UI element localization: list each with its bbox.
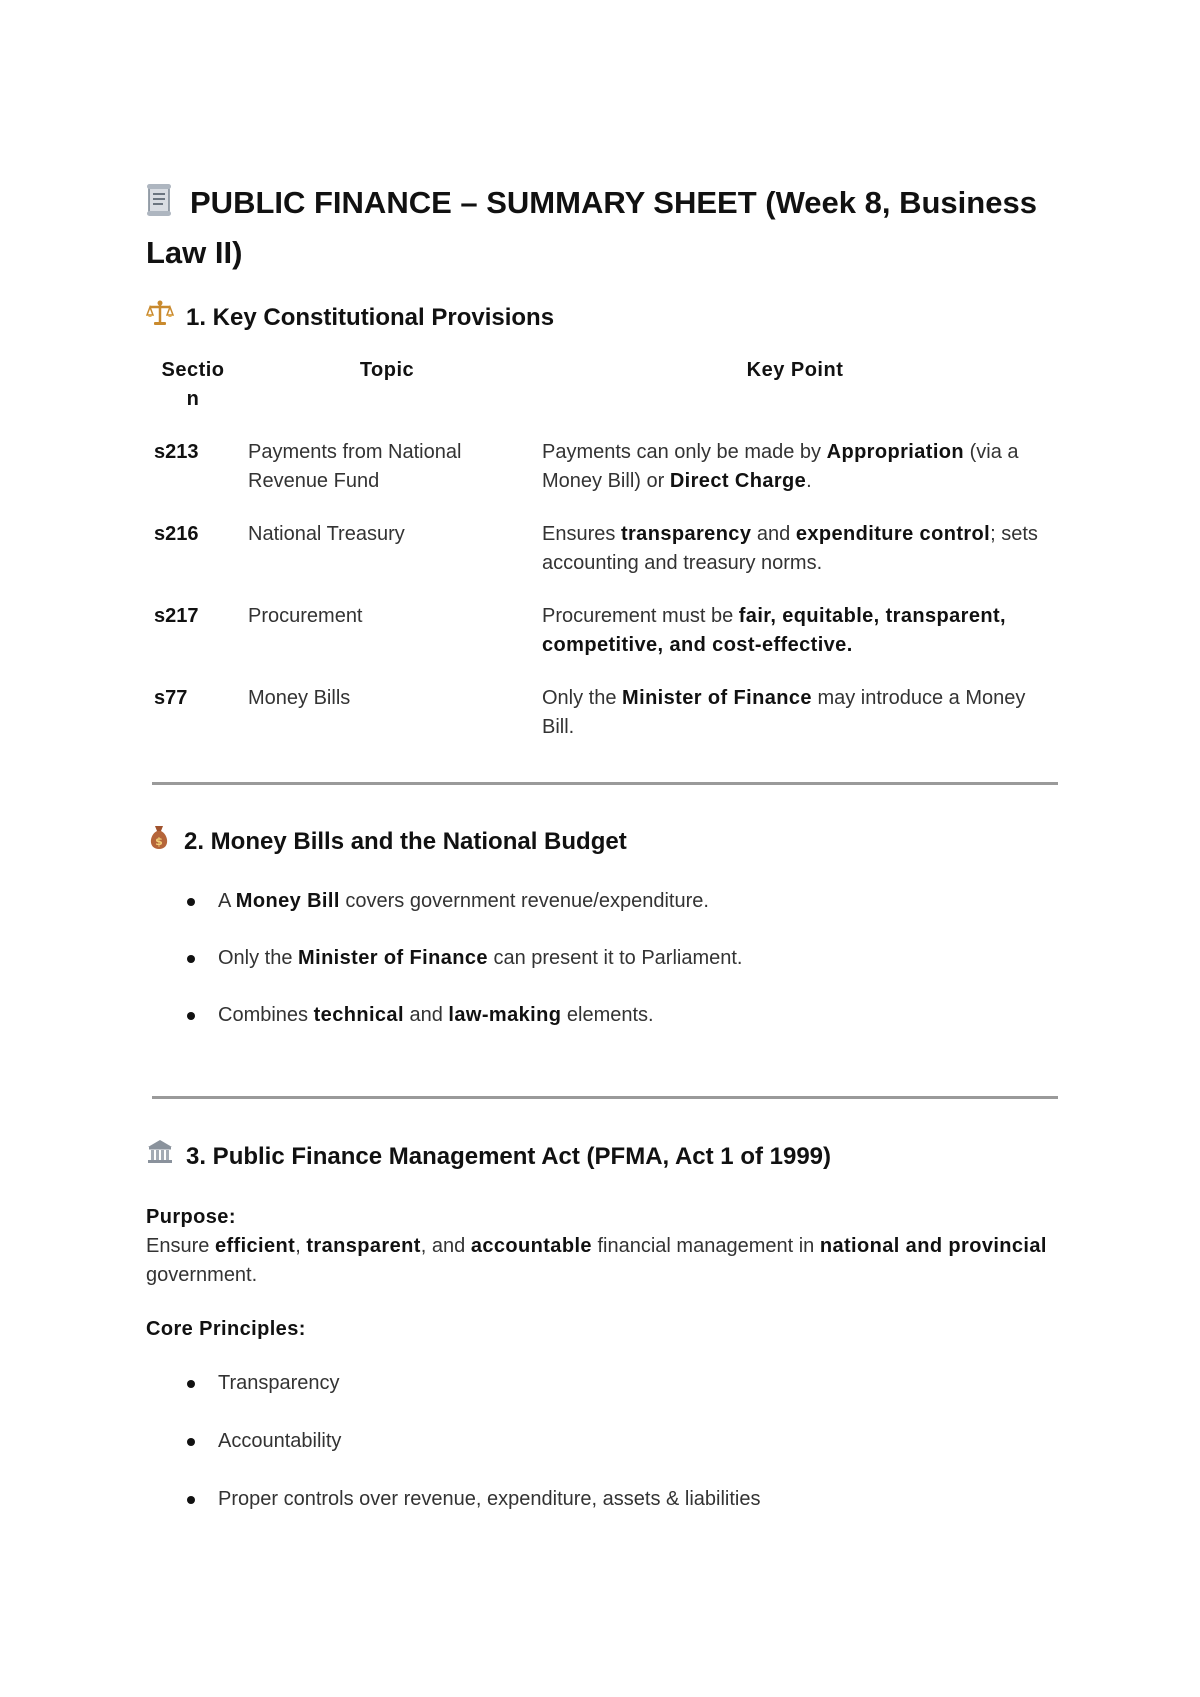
bold-text: transparency (620, 523, 752, 545)
core-principles-list (146, 1369, 1066, 1514)
bullet-icon (187, 1012, 195, 1020)
text-run: government. (146, 1264, 258, 1286)
bold-text: efficient (214, 1235, 296, 1257)
text-run: and (751, 523, 796, 545)
text-run: Only the (542, 687, 623, 709)
column-header-section: Section (161, 359, 225, 410)
bullet-icon (187, 1380, 195, 1388)
money-bills-list (146, 887, 1066, 1030)
table-row (146, 672, 1056, 754)
bold-text: technical (313, 1004, 404, 1026)
list-item (146, 944, 1066, 973)
bold-text: fair, equitable, transparent, competitive, and cost-effective. (542, 605, 1006, 656)
text-run: Ensures (542, 523, 621, 545)
text-run: , (295, 1235, 307, 1257)
section-divider (152, 782, 1058, 785)
bullet-icon (187, 955, 195, 963)
section-1-heading (146, 300, 1066, 336)
cell-key-point (534, 672, 1056, 754)
list-item (146, 1369, 1066, 1398)
text-run: elements. (561, 1004, 654, 1026)
list-item (146, 887, 1066, 916)
cell-key-point (534, 508, 1056, 590)
cell-topic: National Treasury (248, 523, 405, 545)
bold-text: Appropriation (826, 441, 965, 463)
purpose-text (146, 1232, 1066, 1290)
money-bag-icon (146, 823, 172, 861)
cell-key-point (534, 426, 1056, 508)
page-title-text: PUBLIC FINANCE – SUMMARY SHEET (Week 8, Business Law II) (146, 185, 1037, 270)
page-title (146, 180, 1066, 276)
list-item-text: Accountability (218, 1430, 342, 1452)
bold-text: Minister of Finance (622, 687, 812, 709)
text-run: and (403, 1004, 449, 1026)
scales-icon (146, 300, 174, 336)
column-header-topic: Topic (359, 359, 415, 381)
table-row (146, 508, 1056, 590)
bullet-icon (187, 898, 195, 906)
list-item (146, 1001, 1066, 1030)
core-principles-label: Core Principles: (146, 1318, 306, 1340)
bold-text: accountable (470, 1235, 592, 1257)
bold-text: Minister of Finance (298, 947, 488, 969)
government-building-icon (146, 1139, 174, 1175)
section-divider (152, 1096, 1058, 1099)
cell-key-point (534, 590, 1056, 672)
text-run: ; sets accounting and treasury norms. (542, 523, 1038, 574)
bold-text: transparent (306, 1235, 421, 1257)
bold-text: expenditure control (795, 523, 991, 545)
text-run: Combines (218, 1004, 314, 1026)
svg-text:$: $ (155, 835, 163, 848)
bold-text: Direct Charge (669, 470, 807, 492)
column-header-key-point: Key Point (746, 359, 844, 381)
list-item (146, 1427, 1066, 1456)
cell-section: s216 (154, 523, 199, 545)
bold-text: national and provincial (819, 1235, 1047, 1257)
table-row (146, 590, 1056, 672)
text-run: . (806, 470, 812, 492)
bullet-icon (187, 1438, 195, 1446)
bold-text: Money Bill (235, 890, 340, 912)
section-2-heading (146, 823, 1066, 861)
text-run: Only the (218, 947, 299, 969)
cell-section: s217 (154, 605, 199, 627)
document-page (146, 180, 1066, 1543)
cell-topic: Procurement (248, 605, 363, 627)
text-run: Payments can only be made by (542, 441, 827, 463)
cell-topic: Payments from National Revenue Fund (248, 441, 462, 492)
section-3-heading (146, 1139, 1066, 1175)
provisions-table-body (146, 426, 1056, 754)
text-run: (via a Money Bill) or (542, 441, 1019, 492)
section-2-title: 2. Money Bills and the National Budget (184, 828, 627, 855)
text-run: covers government revenue/expenditure. (339, 890, 709, 912)
list-item-text: Proper controls over revenue, expenditure, assets & liabilities (218, 1488, 761, 1510)
cell-topic: Money Bills (248, 687, 351, 709)
scroll-icon (146, 183, 174, 230)
cell-section: s77 (154, 687, 188, 709)
text-run: A (218, 890, 236, 912)
text-run: Ensure (146, 1235, 215, 1257)
section-3-title: 3. Public Finance Management Act (PFMA, Act 1 of 1999) (186, 1143, 832, 1170)
purpose-label: Purpose: (146, 1206, 236, 1228)
bullet-icon (187, 1496, 195, 1504)
text-run: , and (420, 1235, 471, 1257)
table-row (146, 426, 1056, 508)
text-run: Procurement must be (542, 605, 739, 627)
text-run: may introduce a Money Bill. (542, 687, 1026, 738)
text-run: can present it to Parliament. (487, 947, 743, 969)
provisions-table (146, 348, 1056, 754)
list-item (146, 1485, 1066, 1514)
table-header-row (146, 348, 1056, 426)
text-run: financial management in (591, 1235, 820, 1257)
list-item-text: Transparency (218, 1372, 340, 1394)
cell-section: s213 (154, 441, 199, 463)
bold-text: law-making (448, 1004, 562, 1026)
section-1-title: 1. Key Constitutional Provisions (186, 304, 555, 331)
